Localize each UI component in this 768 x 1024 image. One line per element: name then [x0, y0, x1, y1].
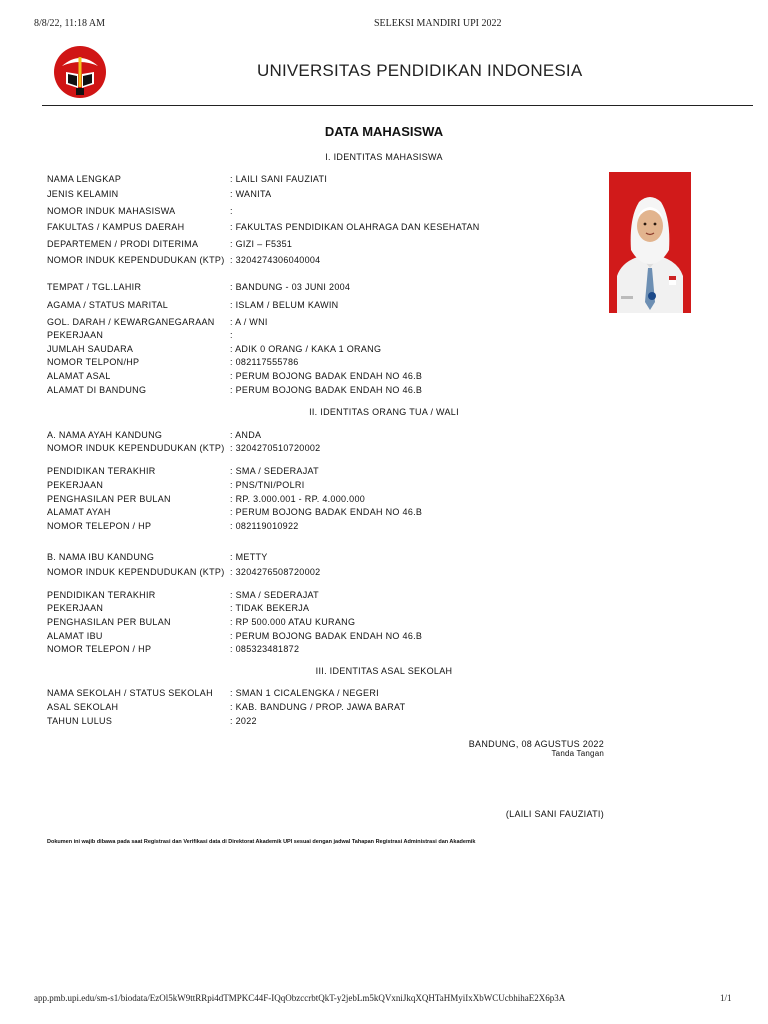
page-number: 1/1 — [720, 993, 732, 1003]
field-value: : 3204276508720002 — [230, 567, 321, 577]
field-value: : 085323481872 — [230, 644, 300, 654]
signature-place-date: BANDUNG, 08 AGUSTUS 2022 — [468, 739, 604, 749]
signature-caption: Tanda Tangan — [551, 749, 604, 758]
field-value: : GIZI – F5351 — [230, 239, 293, 249]
field-value: : SMA / SEDERAJAT — [230, 466, 319, 476]
field-value: : A / WNI — [230, 317, 268, 327]
field-label: NOMOR INDUK MAHASISWA — [47, 206, 176, 216]
field-label: PEKERJAAN — [47, 330, 104, 340]
field-value: : — [230, 330, 233, 340]
field-value: : — [230, 206, 233, 216]
field-value: : PERUM BOJONG BADAK ENDAH NO 46.B — [230, 371, 423, 381]
section-title-identitas-orang-tua: II. IDENTITAS ORANG TUA / WALI — [309, 407, 459, 417]
field-value: : 3204274306040004 — [230, 255, 321, 265]
field-label: JENIS KELAMIN — [47, 189, 119, 199]
field-label: GOL. DARAH / KEWARGANEGARAAN — [47, 317, 215, 327]
field-value: : ISLAM / BELUM KAWIN — [230, 300, 339, 310]
print-date: 8/8/22, 11:18 AM — [34, 18, 106, 29]
registration-note: Dokumen ini wajib dibawa pada saat Registrasi dan Verifikasi data di Direktorat Akademik UPI sesuai dengan jadwal Tahapan Registrasi Administrasi dan Akademik — [47, 839, 476, 845]
upi-logo-icon — [52, 44, 108, 100]
field-value: : PNS/TNI/POLRI — [230, 480, 305, 490]
student-photo — [609, 172, 691, 313]
field-label: NOMOR TELPON/HP — [47, 357, 140, 367]
field-value: : PERUM BOJONG BADAK ENDAH NO 46.B — [230, 385, 423, 395]
field-value: : FAKULTAS PENDIDIKAN OLAHRAGA DAN KESEHATAN — [230, 222, 480, 232]
field-value: : TIDAK BEKERJA — [230, 603, 310, 613]
field-label: ASAL SEKOLAH — [47, 702, 119, 712]
field-label: PEKERJAAN — [47, 603, 104, 613]
field-value: : SMAN 1 CICALENGKA / NEGERI — [230, 688, 379, 698]
field-label: NOMOR INDUK KEPENDUDUKAN (KTP) — [47, 255, 225, 265]
field-value: : ADIK 0 ORANG / KAKA 1 ORANG — [230, 344, 382, 354]
print-title: SELEKSI MANDIRI UPI 2022 — [374, 18, 502, 29]
print-url: app.pmb.upi.edu/sm-s1/biodata/EzOl5kW9ttRRpi4dTMPKC44F-IQqObzccrbtQkT-y2jebLm5kQVxniJkqXQHTaHMyiIxXbWCUcbhihaE2X6p3A — [34, 993, 566, 1003]
document-title: DATA MAHASISWA — [324, 124, 444, 139]
university-name: UNIVERSITAS PENDIDIKAN INDONESIA — [257, 61, 583, 80]
field-value: : ANDA — [230, 430, 262, 440]
field-value: : LAILI SANI FAUZIATI — [230, 174, 328, 184]
field-label: FAKULTAS / KAMPUS DAERAH — [47, 222, 185, 232]
field-label: NAMA SEKOLAH / STATUS SEKOLAH — [47, 688, 213, 698]
field-label: TEMPAT / TGL.LAHIR — [47, 282, 142, 292]
field-value: : 3204270510720002 — [230, 443, 321, 453]
field-label: NOMOR TELEPON / HP — [47, 521, 152, 531]
field-value: : SMA / SEDERAJAT — [230, 590, 319, 600]
field-value: : RP 500.000 ATAU KURANG — [230, 617, 356, 627]
field-label: ALAMAT DI BANDUNG — [47, 385, 147, 395]
field-value: : RP. 3.000.001 - RP. 4.000.000 — [230, 494, 366, 504]
field-label: PEKERJAAN — [47, 480, 104, 490]
field-label: NOMOR INDUK KEPENDUDUKAN (KTP) — [47, 443, 225, 453]
header-divider — [42, 105, 753, 106]
field-value: : 082119010922 — [230, 521, 299, 531]
field-label: PENGHASILAN PER BULAN — [47, 617, 171, 627]
field-label: B. NAMA IBU KANDUNG — [47, 552, 155, 562]
field-label: ALAMAT IBU — [47, 631, 103, 641]
field-value: : BANDUNG - 03 JUNI 2004 — [230, 282, 351, 292]
field-value: : 2022 — [230, 716, 257, 726]
field-value: : 082117555786 — [230, 357, 299, 367]
field-label: NOMOR INDUK KEPENDUDUKAN (KTP) — [47, 567, 225, 577]
field-label: DEPARTEMEN / PRODI DITERIMA — [47, 239, 199, 249]
field-label: TAHUN LULUS — [47, 716, 113, 726]
section-title-identitas-asal-sekolah: III. IDENTITAS ASAL SEKOLAH — [315, 666, 453, 676]
field-value: : PERUM BOJONG BADAK ENDAH NO 46.B — [230, 507, 423, 517]
field-value: : WANITA — [230, 189, 272, 199]
field-label: JUMLAH SAUDARA — [47, 344, 134, 354]
section-title-identitas-mahasiswa: I. IDENTITAS MAHASISWA — [325, 152, 443, 162]
field-label: PENDIDIKAN TERAKHIR — [47, 466, 156, 476]
field-label: A. NAMA AYAH KANDUNG — [47, 430, 163, 440]
field-value: : METTY — [230, 552, 268, 562]
field-label: ALAMAT ASAL — [47, 371, 111, 381]
field-label: AGAMA / STATUS MARITAL — [47, 300, 169, 310]
upi-logo — [52, 44, 108, 100]
field-value: : KAB. BANDUNG / PROP. JAWA BARAT — [230, 702, 406, 712]
field-label: PENGHASILAN PER BULAN — [47, 494, 171, 504]
field-label: NOMOR TELEPON / HP — [47, 644, 152, 654]
field-label: PENDIDIKAN TERAKHIR — [47, 590, 156, 600]
student-photo-icon — [609, 172, 691, 313]
signer-name: (LAILI SANI FAUZIATI) — [505, 809, 604, 819]
field-label: NAMA LENGKAP — [47, 174, 122, 184]
field-value: : PERUM BOJONG BADAK ENDAH NO 46.B — [230, 631, 423, 641]
field-label: ALAMAT AYAH — [47, 507, 111, 517]
